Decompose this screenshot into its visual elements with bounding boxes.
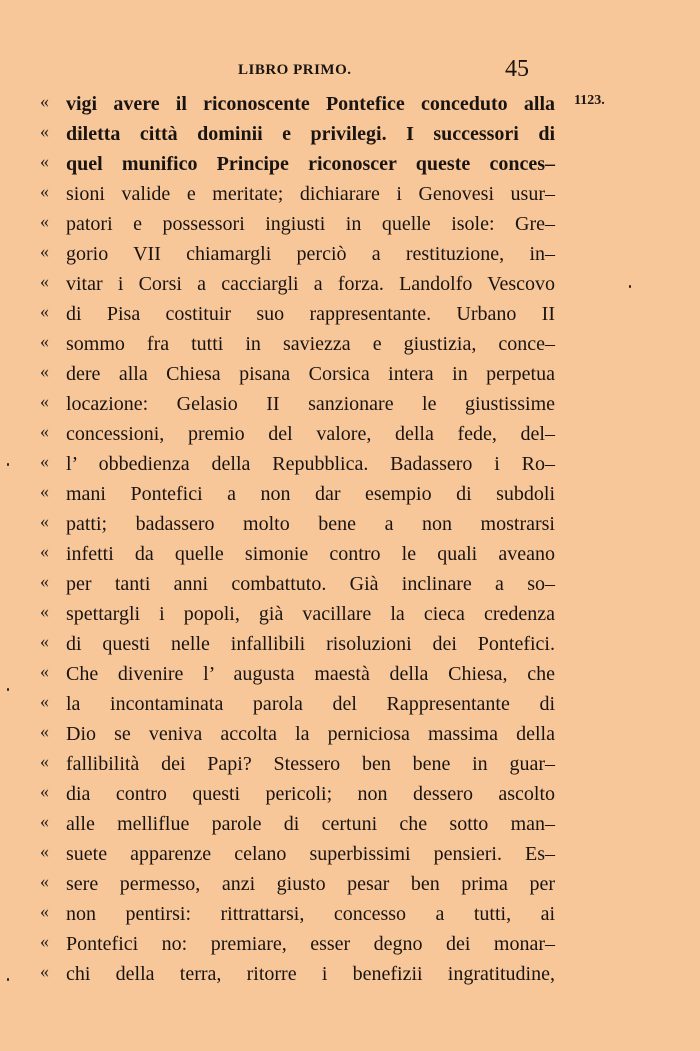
line-text: gorio VII chiamargli perciò a restituzione, in– bbox=[66, 243, 555, 265]
text-line bbox=[0, 299, 700, 329]
line-text: fallibilità dei Papi? Stessero ben bene in guar– bbox=[66, 753, 555, 775]
text-line bbox=[0, 179, 700, 209]
quote-mark: « bbox=[40, 691, 49, 711]
line-text: locazione: Gelasio II sanzionare le giustissime bbox=[66, 393, 555, 415]
text-line bbox=[0, 239, 700, 269]
text-line bbox=[0, 629, 700, 659]
ink-speck bbox=[7, 688, 9, 691]
quote-mark: « bbox=[40, 421, 49, 441]
ink-speck bbox=[7, 978, 9, 981]
quote-mark: « bbox=[40, 961, 49, 981]
line-text: mani Pontefici a non dar esempio di subdoli bbox=[66, 483, 555, 505]
running-title: LIBRO PRIMO. bbox=[238, 62, 352, 78]
line-text: sere permesso, anzi giusto pesar ben prima per bbox=[66, 873, 555, 895]
line-text: di questi nelle infallibili risoluzioni dei Pontefici. bbox=[66, 633, 555, 655]
text-line bbox=[0, 869, 700, 899]
margin-year-note: 1123. bbox=[574, 93, 605, 108]
line-text: non pentirsi: rittrattarsi, concesso a tutti, ai bbox=[66, 903, 555, 925]
quote-mark: « bbox=[40, 901, 49, 921]
text-line bbox=[0, 659, 700, 689]
quote-mark: « bbox=[40, 181, 49, 201]
quote-mark: « bbox=[40, 301, 49, 321]
quote-mark: « bbox=[40, 541, 49, 561]
quote-mark: « bbox=[40, 451, 49, 471]
quote-mark: « bbox=[40, 481, 49, 501]
text-line bbox=[0, 809, 700, 839]
text-line bbox=[0, 599, 700, 629]
text-line bbox=[0, 959, 700, 989]
quote-mark: « bbox=[40, 511, 49, 531]
quote-mark: « bbox=[40, 211, 49, 231]
line-text: concessioni, premio del valore, della fede, del– bbox=[66, 423, 555, 445]
quote-mark: « bbox=[40, 271, 49, 291]
text-line bbox=[0, 539, 700, 569]
text-line bbox=[0, 899, 700, 929]
text-line bbox=[0, 449, 700, 479]
quote-mark: « bbox=[40, 811, 49, 831]
line-text: Pontefici no: premiare, esser degno dei monar– bbox=[66, 933, 555, 955]
text-line bbox=[0, 269, 700, 299]
quote-mark: « bbox=[40, 721, 49, 741]
text-line bbox=[0, 509, 700, 539]
text-line bbox=[0, 569, 700, 599]
text-line bbox=[0, 209, 700, 239]
text-line bbox=[0, 89, 700, 119]
quote-mark: « bbox=[40, 391, 49, 411]
line-text: dere alla Chiesa pisana Corsica intera in perpetua bbox=[66, 363, 555, 385]
line-text: di Pisa costituir suo rappresentante. Urbano II bbox=[66, 303, 555, 325]
quote-mark: « bbox=[40, 601, 49, 621]
quote-mark: « bbox=[40, 151, 49, 171]
line-text: patti; badassero molto bene a non mostrarsi bbox=[66, 513, 555, 535]
text-line bbox=[0, 419, 700, 449]
line-text: Che divenire l’ augusta maestà della Chiesa, che bbox=[66, 663, 555, 685]
line-text: infetti da quelle simonie contro le quali aveano bbox=[66, 543, 555, 565]
line-text: la incontaminata parola del Rappresentante di bbox=[66, 693, 555, 715]
quote-mark: « bbox=[40, 871, 49, 891]
body-text bbox=[0, 89, 700, 989]
text-line bbox=[0, 779, 700, 809]
text-line bbox=[0, 839, 700, 869]
quote-mark: « bbox=[40, 781, 49, 801]
text-line bbox=[0, 329, 700, 359]
line-text: Dio se veniva accolta la perniciosa massima della bbox=[66, 723, 555, 745]
line-text: patori e possessori ingiusti in quelle isole: Gre– bbox=[66, 213, 555, 235]
line-text: diletta città dominii e privilegi. I successori di bbox=[66, 123, 555, 145]
line-text: spettargli i popoli, già vacillare la cieca credenza bbox=[66, 603, 555, 625]
line-text: alle melliflue parole di certuni che sotto man– bbox=[66, 813, 555, 835]
quote-mark: « bbox=[40, 241, 49, 261]
quote-mark: « bbox=[40, 931, 49, 951]
quote-mark: « bbox=[40, 841, 49, 861]
page-number: 45 bbox=[505, 56, 529, 82]
quote-mark: « bbox=[40, 661, 49, 681]
quote-mark: « bbox=[40, 571, 49, 591]
quote-mark: « bbox=[40, 121, 49, 141]
quote-mark: « bbox=[40, 751, 49, 771]
text-line bbox=[0, 359, 700, 389]
line-text: dia contro questi pericoli; non dessero ascolto bbox=[66, 783, 555, 805]
ink-speck bbox=[629, 285, 631, 288]
text-line bbox=[0, 119, 700, 149]
line-text: quel munifico Principe riconoscer queste conces– bbox=[66, 153, 555, 175]
text-line bbox=[0, 389, 700, 419]
line-text: l’ obbedienza della Repubblica. Badassero i Ro– bbox=[66, 453, 555, 475]
quote-mark: « bbox=[40, 91, 49, 111]
line-text: sommo fra tutti in saviezza e giustizia, conce– bbox=[66, 333, 555, 355]
quote-mark: « bbox=[40, 361, 49, 381]
text-line bbox=[0, 749, 700, 779]
text-line bbox=[0, 149, 700, 179]
line-text: sioni valide e meritate; dichiarare i Genovesi usur– bbox=[66, 183, 555, 205]
line-text: per tanti anni combattuto. Già inclinare a so– bbox=[66, 573, 555, 595]
text-line bbox=[0, 719, 700, 749]
line-text: vigi avere il riconoscente Pontefice conceduto alla bbox=[66, 93, 555, 115]
ink-speck bbox=[7, 463, 9, 466]
line-text: chi della terra, ritorre i benefizii ingratitudine, bbox=[66, 963, 555, 985]
text-line bbox=[0, 929, 700, 959]
text-line bbox=[0, 479, 700, 509]
page-header bbox=[0, 58, 700, 88]
quote-mark: « bbox=[40, 331, 49, 351]
text-line bbox=[0, 689, 700, 719]
quote-mark: « bbox=[40, 631, 49, 651]
line-text: vitar i Corsi a cacciargli a forza. Landolfo Vescovo bbox=[66, 273, 555, 295]
line-text: suete apparenze celano superbissimi pensieri. Es– bbox=[66, 843, 555, 865]
